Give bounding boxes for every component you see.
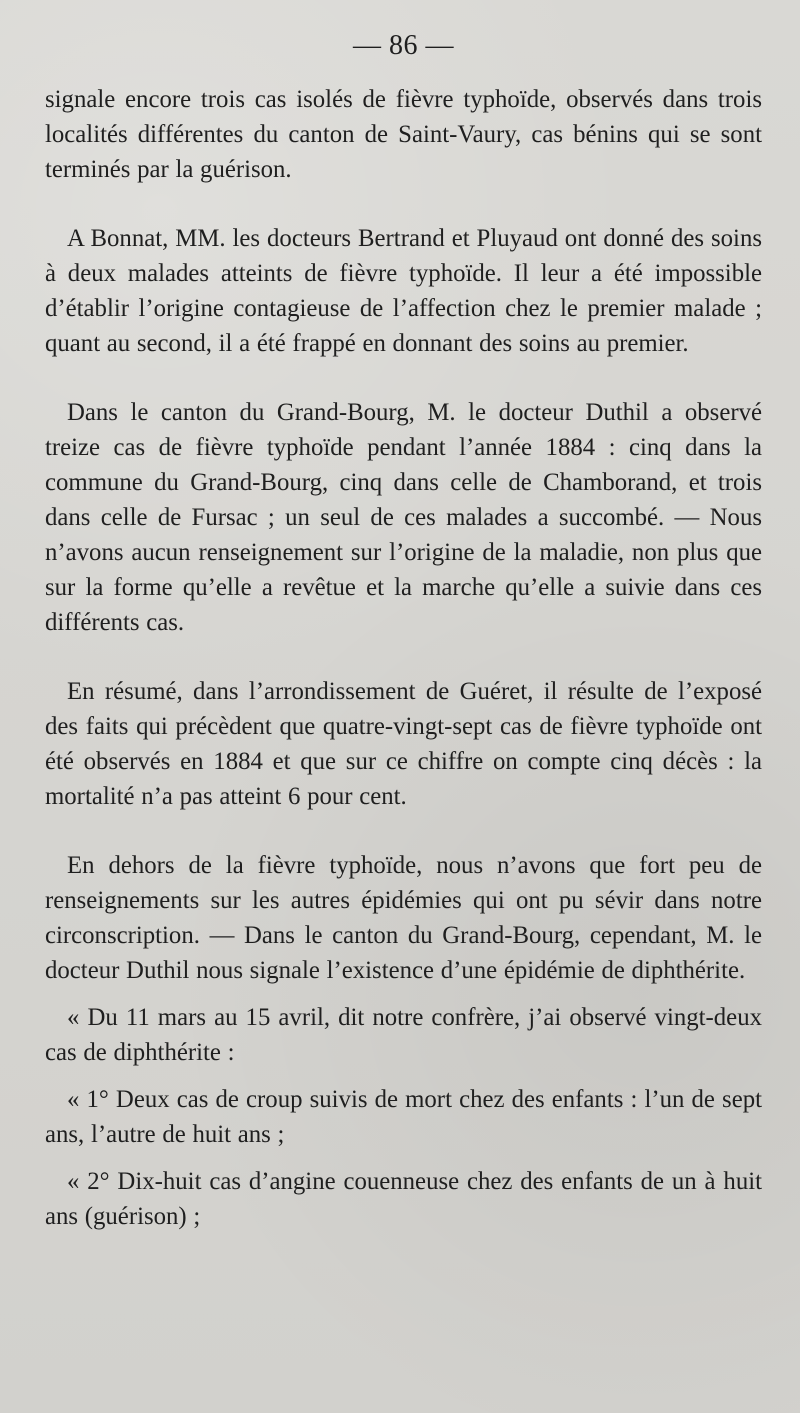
paragraph-gap bbox=[45, 640, 762, 674]
quotation-paragraph-3: « 2° Dix-huit cas d’angine couenneuse chez des enfants de un à huit ans (guérison) ; bbox=[45, 1168, 762, 1230]
paragraph-4: En résumé, dans l’arrondissement de Guéret, il résulte de l’exposé des faits qui précèdent que quatre-vingt-sept cas de fièvre typhoïde ont été observés en 1884 et que sur ce chiffre on compte cinq décès : la mortalité n’a pas atteint 6 pour cent. bbox=[45, 678, 762, 810]
paragraph-3: Dans le canton du Grand-Bourg, M. le docteur Duthil a observé treize cas de fièvre typhoïde pendant l’année 1884 : cinq dans la commune du Grand-Bourg, cinq dans celle de Chamborand, et trois dans celle de Fursac ; un seul de ces malades a succombé. — Nous n’avons aucun renseignement sur l’origine de la maladie, non plus que sur la forme qu’elle a revêtue et la marche qu’elle a suivie dans ces différents cas. bbox=[45, 399, 762, 636]
paragraph-gap bbox=[45, 187, 762, 221]
paragraph-gap bbox=[45, 988, 762, 1000]
quotation-paragraph-2: « 1° Deux cas de croup suivis de mort chez des enfants : l’un de sept ans, l’autre de huit ans ; bbox=[45, 1086, 762, 1148]
paragraph-gap bbox=[45, 1152, 762, 1164]
quotation-paragraph-1: « Du 11 mars au 15 avril, dit notre confrère, j’ai observé vingt-deux cas de diphthérite : bbox=[45, 1004, 762, 1066]
paragraph-gap bbox=[45, 814, 762, 848]
paragraph-5: En dehors de la fièvre typhoïde, nous n’avons que fort peu de renseignements sur les autres épidémies qui ont pu sévir dans notre circonscription. — Dans le canton du Grand-Bourg, cependant, M. le docteur Duthil nous signale l’existence d’une épidémie de diphthérite. bbox=[45, 852, 762, 984]
paragraph-2: A Bonnat, MM. les docteurs Bertrand et Pluyaud ont donné des soins à deux malades atteints de fièvre typhoïde. Il leur a été impossible d’établir l’origine contagieuse de l’affection chez le premier malade ; quant au second, il a été frappé en donnant des soins au premier. bbox=[45, 225, 762, 357]
paragraph-gap bbox=[45, 1070, 762, 1082]
paragraph-1: signale encore trois cas isolés de fièvre typhoïde, observés dans trois localités différentes du canton de Saint-Vaury, cas bénins qui se sont terminés par la guérison. bbox=[45, 86, 762, 183]
page-number-header: — 86 — bbox=[353, 30, 454, 61]
paragraph-gap bbox=[45, 361, 762, 395]
